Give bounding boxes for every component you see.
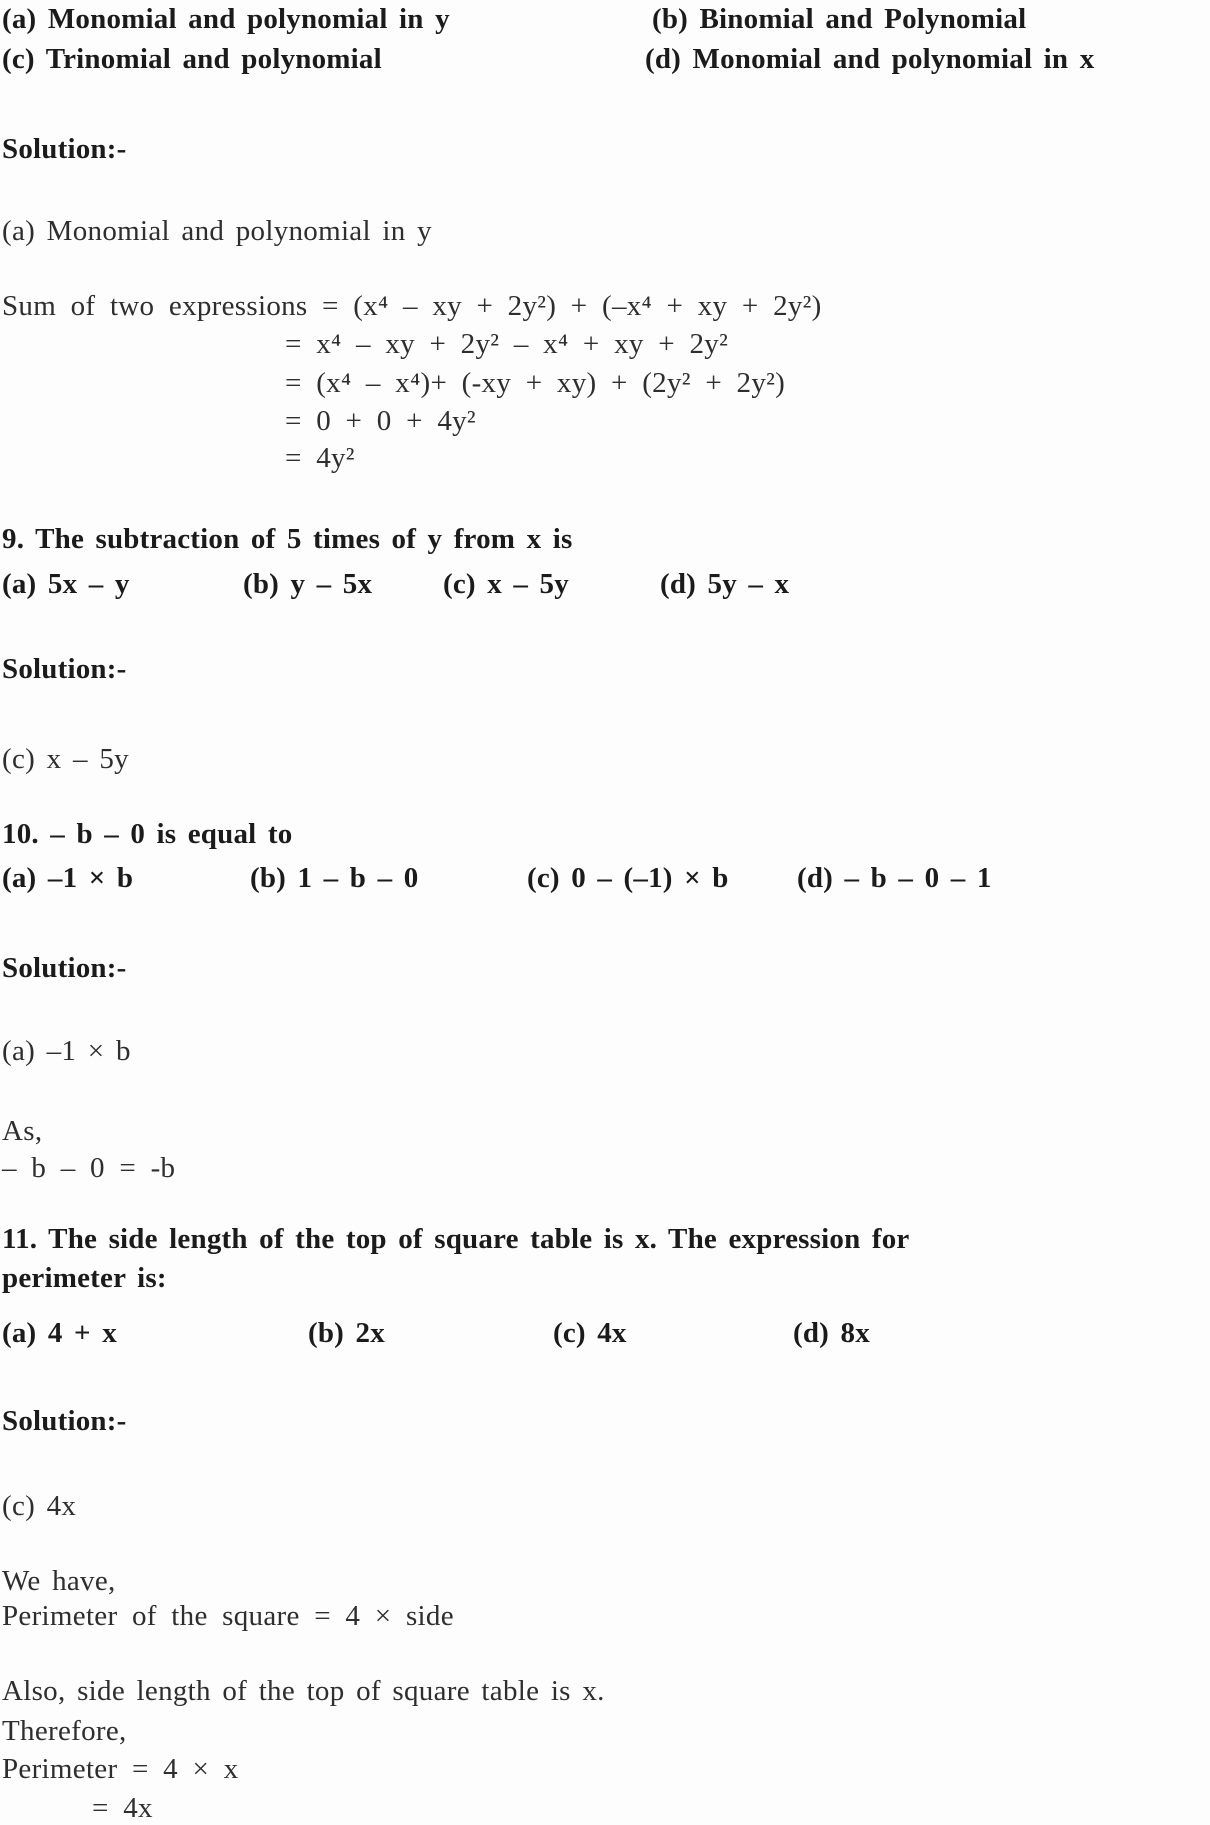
solution-heading-q9: Solution:- (2, 653, 127, 685)
q10-work-line-2: – b – 0 = -b (2, 1152, 176, 1184)
q11-work-line-1: We have, (2, 1565, 116, 1597)
q11-option-c: (c) 4x (553, 1317, 627, 1349)
q11-work-line-2: Perimeter of the square = 4 × side (2, 1600, 454, 1632)
q8-option-d: (d) Monomial and polynomial in x (645, 43, 1095, 75)
q8-work-line-2: = x⁴ – xy + 2y² – x⁴ + xy + 2y² (285, 328, 729, 360)
q9-option-b: (b) y – 5x (243, 568, 373, 600)
q8-option-a: (a) Monomial and polynomial in y (2, 3, 450, 35)
q10-work-line-1: As, (2, 1115, 43, 1147)
q10-option-d: (d) – b – 0 – 1 (797, 862, 992, 894)
q11-option-d: (d) 8x (793, 1317, 870, 1349)
q9-answer-line: (c) x – 5y (2, 743, 129, 775)
q8-option-b: (b) Binomial and Polynomial (652, 3, 1027, 35)
q9-option-a: (a) 5x – y (2, 568, 130, 600)
q8-work-line-3: = (x⁴ – x⁴)+ (-xy + xy) + (2y² + 2y²) (285, 367, 786, 399)
solution-heading-q11: Solution:- (2, 1405, 127, 1437)
q10-option-a: (a) –1 × b (2, 862, 134, 894)
q9-question: 9. The subtraction of 5 times of y from x is (2, 523, 573, 555)
q9-option-c: (c) x – 5y (443, 568, 569, 600)
q10-question: 10. – b – 0 is equal to (2, 818, 293, 850)
q11-question-line-2: perimeter is: (2, 1262, 167, 1294)
q8-answer-line: (a) Monomial and polynomial in y (2, 215, 432, 247)
q11-option-b: (b) 2x (308, 1317, 385, 1349)
q11-work-line-5: Perimeter = 4 × x (2, 1753, 239, 1785)
q11-answer-line: (c) 4x (2, 1490, 77, 1522)
q11-option-a: (a) 4 + x (2, 1317, 117, 1349)
q8-work-line-5: = 4y² (285, 442, 355, 474)
solution-heading-q10: Solution:- (2, 952, 127, 984)
q8-work-line-1: Sum of two expressions = (x⁴ – xy + 2y²) + (–x⁴ + xy + 2y²) (2, 290, 822, 322)
q8-work-line-4: = 0 + 0 + 4y² (285, 405, 476, 437)
q10-option-b: (b) 1 – b – 0 (250, 862, 419, 894)
solution-heading-q8: Solution:- (2, 133, 127, 165)
q11-work-line-3: Also, side length of the top of square table is x. (2, 1675, 605, 1707)
q10-option-c: (c) 0 – (–1) × b (527, 862, 729, 894)
q10-answer-line: (a) –1 × b (2, 1035, 131, 1067)
q11-work-line-6: = 4x (92, 1792, 153, 1824)
q11-work-line-4: Therefore, (2, 1715, 127, 1747)
q8-option-c: (c) Trinomial and polynomial (2, 43, 382, 75)
q11-question-line-1: 11. The side length of the top of square table is x. The expression for (2, 1223, 910, 1255)
q9-option-d: (d) 5y – x (660, 568, 790, 600)
